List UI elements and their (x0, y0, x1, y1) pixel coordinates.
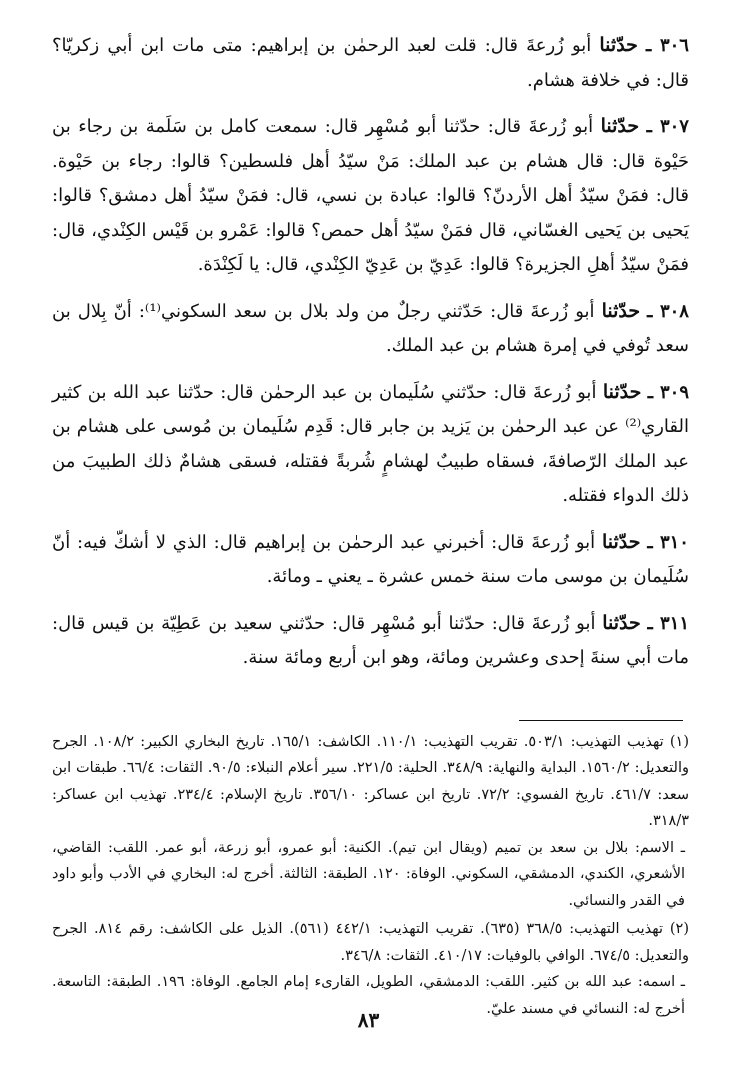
hadith-entry-309 (52, 375, 689, 514)
footnote-references: (٢) تهذيب التهذيب: ٣٦٨/٥ (٦٣٥). تقريب التهذيب: ٤٤٢/١ (٥٦١). الذيل على الكاشف: رقم ٨١٤. الجرح والتعديل: ٦٧٤/٥. الوافي بالوفيات: ٤١٠/١٧. الثقات: ٣٤٦/٨. (52, 921, 689, 964)
footnote-1 (52, 729, 689, 915)
footnote-separator (519, 720, 683, 721)
entry-number: ٣١١ ـ (647, 612, 689, 634)
entry-text: أبو زُرعةَ قال: قلت لعبد الرحمٰن بن إبراهيم: متى مات ابن أبي زكريّا؟ قال: في خلافة هشام. (52, 35, 689, 91)
footnote-biography: ـ الاسم: بلال بن سعد بن تميم (ويقال ابن تيم). الكنية: أبو عمرو، أبو زرعة، أبو عمر. اللقب: القاضي، الأشعري، الكندي، الدمشقي، السكوني. الوفاة: ١٢٠. الطبقة: الثالثة. أخرج له: البخاري في الأدب وأبو داود في القدر والنسائي. (52, 839, 686, 909)
narration-keyword: حدّثنا (602, 611, 641, 634)
footnotes (52, 729, 689, 1023)
footnote-biography: ـ اسمه: عبد الله بن كثير. اللقب: الدمشقي، الطويل، القارىء إمام الجامع. الوفاة: ١٩٦. الطبقة: التاسعة. أخرج له: النسائي في مسند عليّ. (52, 974, 686, 1017)
narration-keyword: حدّثنا (601, 299, 641, 322)
entry-text: أبو زُرعةَ قال: حدّثني سُلَيمان بن عبد الرحمٰن قال: حدّثنا عبد الله بن كثير القاري⁽²⁾ عن عبد الرحمٰن بن يَزيد بن جابر قال: قَدِم سُلَيمان بن مُوسى على هشام بن عبد الملك الرّصافةَ، فسقاه طبيبٌ لهشامٍ شُربةً فقتله، فسقى هشامٌ ذلك الطبيبَ من ذلك الدواء فقتله. (52, 381, 689, 506)
entry-text: أبو زُرعةَ قال: حدّثنا أبو مُسْهِر قال: سمعت كامل بن سَلَمة بن رجاء بن حَيْوة قال: قال هشام بن عبد الملك: مَنْ سيّدُ أهل فلسطين؟ قالوا: رجاء بن حَيْوة. قال: فمَنْ سيّدُ أهل الأردنّ؟ قالوا: عبادة بن نسي، قال: فمَنْ سيّدُ أهل دمشق؟ قالوا: يَحيى بن يَحيى الغسّاني، قال فمَنْ سيّدُ أهل حمص؟ قالوا: عَمْرو بن قَيْس الكِنْدي، قال: فمَنْ سيّدُ أهلِ الجزيرة؟ قالوا: عَدِيّ بن عَدِيّ الكِنْدي، قال: يا لَكِنْدَة. (52, 116, 689, 275)
entry-number: ٣٠٨ ـ (647, 300, 689, 322)
narration-keyword: حدّثنا (600, 115, 640, 137)
entry-text: أبو زُرعةَ قال: حدّثنا أبو مُسْهِر قال: حدّثني سعيد بن عَطِيّة بن قيس قال: مات أبي سنةَ إحدى وعشرين ومائة، وهو ابن أربع ومائة سنة. (52, 612, 689, 668)
entry-number: ٣٠٧ ـ (646, 116, 689, 137)
entry-text: أبو زُرعةَ قال: حَدّثني رجلٌ من ولد بلال بن سعد السكوني⁽¹⁾: أنّ بِلال بن سعد تُوفي في إمرة هشام بن عبد الملك. (52, 300, 689, 356)
narration-keyword: حدّثنا (601, 530, 641, 553)
hadith-entry-307 (52, 109, 689, 283)
footnote-2 (52, 916, 689, 1022)
page-number: ٨٣ (357, 1008, 380, 1032)
narration-keyword: حدّثنا (602, 380, 642, 403)
entry-number: ٣٠٦ ـ (646, 35, 689, 56)
entry-number: ٣١٠ ـ (647, 531, 689, 553)
hadith-list (52, 28, 689, 676)
hadith-entry-311 (52, 606, 689, 676)
footnote-references: (١) تهذيب التهذيب: ٥٠٣/١. تقريب التهذيب: ١١٠/١. الكاشف: ١٦٥/١. تاريخ البخاري الكبير: ١٠٨/٢. الجرح والتعديل: ١٥٦٠/٢. البداية والنهاية: ٣٤٨/٩. الحلية: ٢٢١/٥. سير أعلام النبلاء: ٩٠/٥. الثقات: ٦٦/٤. طبقات ابن سعد: ٤٦١/٧. تاريخ الفسوي: ٧٢/٢. تاريخ ابن عساكر: ٣٥٦/١٠. تاريخ الإسلام: ٢٣٤/٤. تهذيب ابن عساكر: ٣١٨/٣. (52, 733, 690, 829)
hadith-entry-306 (52, 28, 689, 98)
narration-keyword: حدّثنا (599, 34, 638, 56)
entry-number: ٣٠٩ ـ (647, 381, 689, 403)
hadith-entry-310 (52, 525, 689, 595)
hadith-entry-308 (52, 294, 689, 364)
entry-text: أبو زُرعةَ قال: أخبرني عبد الرحمٰن بن إبراهيم قال: الذي لا أشكّ فيه: أنّ سُلَيمان بن موسى مات سنة خمس عشرة ـ يعني ـ ومائة. (52, 531, 689, 587)
